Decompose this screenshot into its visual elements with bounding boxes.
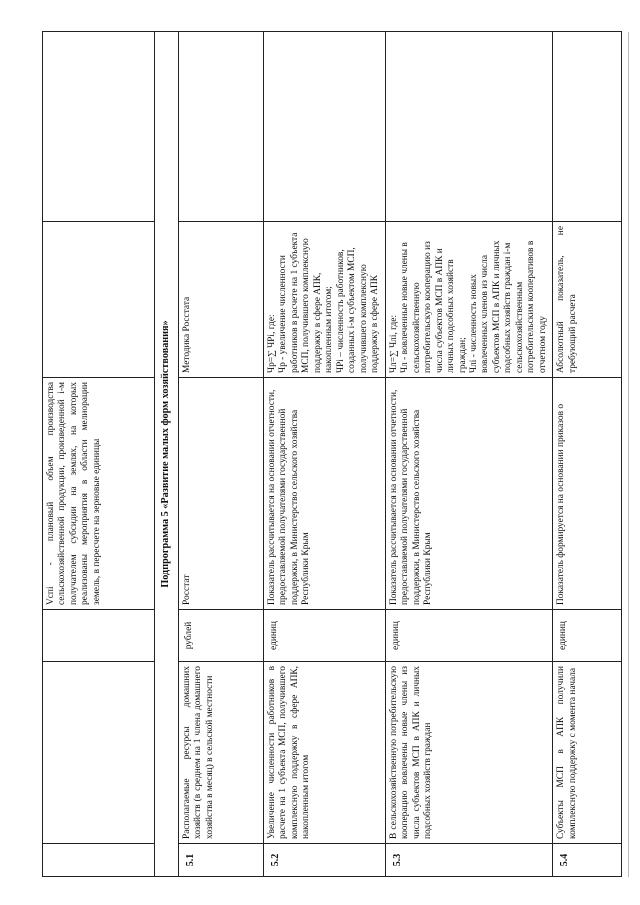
unit: единиц [264, 610, 386, 662]
unit: рублей [179, 610, 264, 662]
row-number: 5.3 [385, 844, 553, 877]
source-text: Росстат [179, 378, 264, 610]
method-text: Чл=∑ Члi, где: Чл - вовлеченные новые члены в сельскохозяйственную потребительскую кооперацию из числа субъектов МСП в АПК и личных подсобных хозяйств граждан; Члi - численность новых вовлеченных членов из числа субъектов МСП в АПК и личных подсобных хозяйств граждан i-м сельскохозяйственным потребительским кооперативов в отчетном году [385, 222, 553, 378]
method-text: Чр=∑ ЧРi, где: Чр - увеличение численности работников в расчете на 1 субъекта МСП, получившего комплексную поддержку в сфере АПК, накопленным итогом; ЧРi – численность работников, созданных i-м субъектом МСП, получившего комплексную поддержку в сфере АПК [264, 222, 386, 378]
table-row [179, 32, 264, 877]
indicators-table [42, 31, 622, 877]
top-num-cell [43, 844, 155, 877]
extra-cell [264, 32, 386, 222]
source-text: Показатель рассчитывается на основании отчетности, предоставляемой получателями государственной поддержки, в Министерство сельского хозяйства Республики Крым [264, 378, 386, 610]
unit: единиц [553, 610, 622, 662]
table-row-top [43, 32, 155, 877]
table-row [385, 32, 553, 877]
top-name-cell [43, 662, 155, 844]
unit: единиц [385, 610, 553, 662]
section-title: Подпрограмма 5 «Развитие малых форм хозяйствования» [155, 32, 179, 877]
method-text: Абсолютный показатель, не требующий расчета [553, 222, 622, 378]
top-unit-cell [43, 610, 155, 662]
top-source-cell [43, 222, 155, 378]
table-row [553, 32, 622, 877]
top-formula-text: Vспi - плановый объем производства сельскохозяйственной продукции, произведенной i-м получателем субсидии на землях, на которых реализованы мероприятия в области мелиорации земель, в пересчете на зерновые единицы [43, 378, 155, 610]
extra-cell [385, 32, 553, 222]
source-text: Показатель рассчитывается на основании отчетности, предоставляемой получателями государственной поддержки, в Министерство сельского хозяйства Республики Крым [385, 378, 553, 610]
table-row [264, 32, 386, 877]
indicator-name: Субъекты МСП в АПК получили комплексную поддержку с момента начала [553, 662, 622, 844]
page-bottom-rule [628, 32, 629, 877]
row-number: 5.1 [179, 844, 264, 877]
extra-cell [179, 32, 264, 222]
section-row [155, 32, 179, 877]
indicator-name: В сельскохозяйственную потребительскую кооперацию вовлечены новые члены из числа субъектов МСП в АПК и личных подсобных хозяйств граждан [385, 662, 553, 844]
row-number: 5.2 [264, 844, 386, 877]
indicator-name: Располагаемые ресурсы домашних хозяйств (в среднем на 1 члена домашнего хозяйства в месяц) в сельской местности [179, 662, 264, 844]
source-text: Показатель формируется на основании приказов о [553, 378, 622, 610]
top-extra-cell [43, 32, 155, 222]
row-number: 5.4 [553, 844, 622, 877]
indicator-name: Увеличение численности работников в расчете на 1 субъекта МСП, получившего комплексную поддержку в сфере АПК, накопленным итогом [264, 662, 386, 844]
extra-cell [553, 32, 622, 222]
method-text: Методика Росстата [179, 222, 264, 378]
